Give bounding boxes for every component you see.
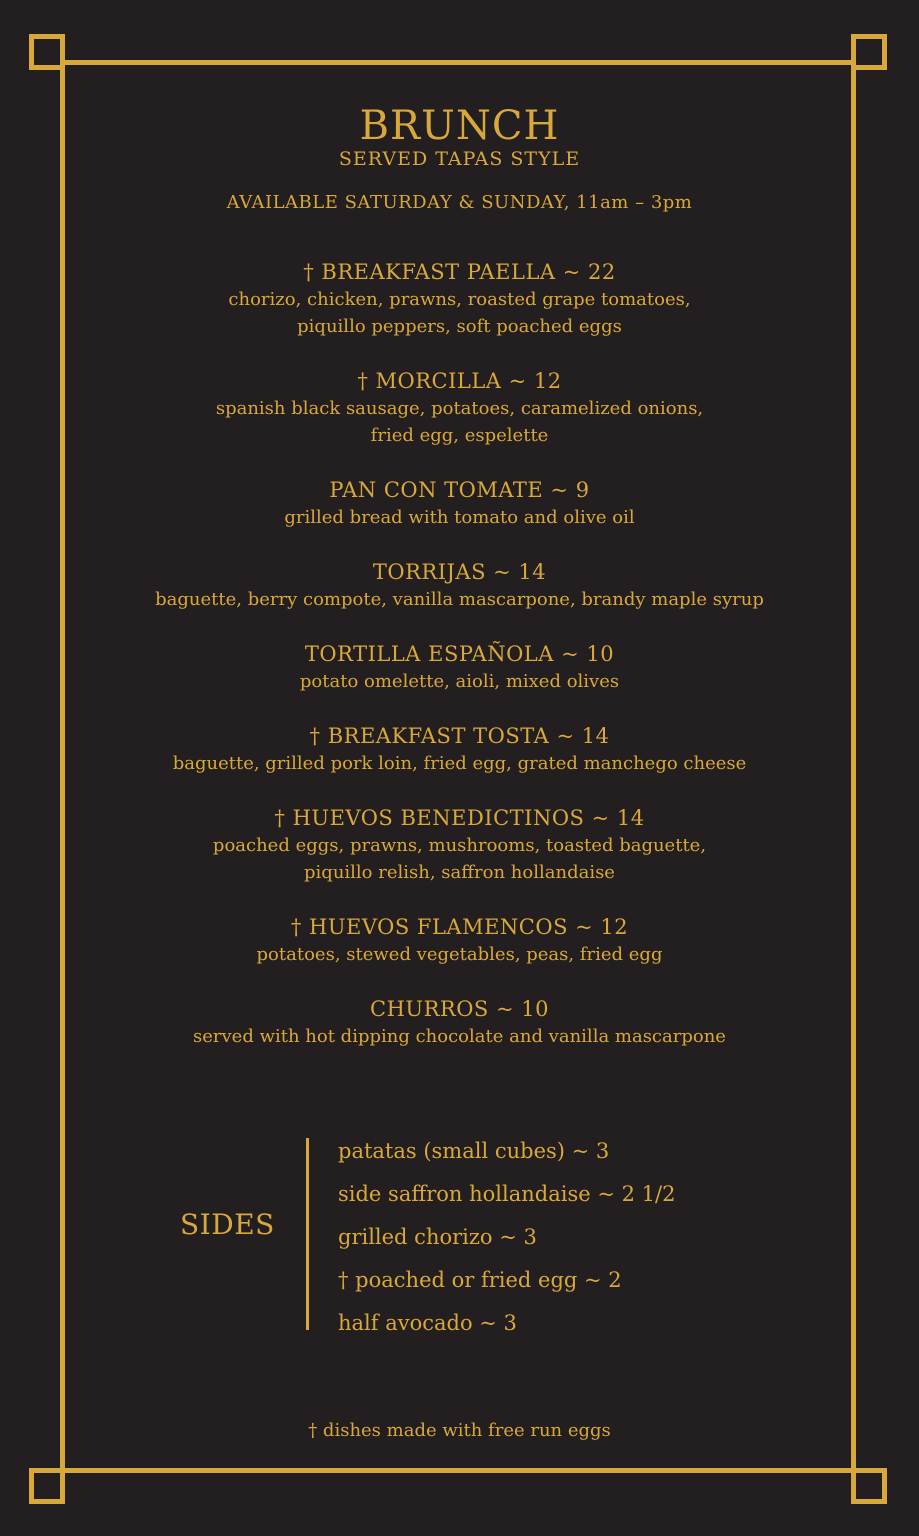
menu-item-name: † HUEVOS FLAMENCOS ~ 12 bbox=[290, 915, 629, 939]
menu-item bbox=[0, 995, 919, 1050]
menu-item-description: potato omelette, aioli, mixed olives bbox=[299, 671, 620, 692]
menu-item-name: † BREAKFAST PAELLA ~ 22 bbox=[303, 260, 616, 284]
menu-item-name: † MORCILLA ~ 12 bbox=[357, 369, 562, 393]
menu-items-list bbox=[0, 258, 919, 1077]
footnote: † dishes made with free run eggs bbox=[308, 1420, 611, 1441]
menu-item-name: TORTILLA ESPAÑOLA ~ 10 bbox=[304, 642, 615, 666]
side-item: side saffron hollandaise ~ 2 1/2 bbox=[338, 1182, 676, 1206]
frame-top-line bbox=[63, 60, 856, 65]
menu-item-description: served with hot dipping chocolate and vanilla mascarpone bbox=[193, 1026, 726, 1047]
menu-item-description: potatoes, stewed vegetables, peas, fried egg bbox=[256, 944, 663, 965]
menu-item-description: baguette, grilled pork loin, fried egg, grated manchego cheese bbox=[172, 753, 747, 774]
side-item: † poached or fried egg ~ 2 bbox=[338, 1268, 622, 1292]
frame-corner-bottom-right bbox=[851, 1468, 887, 1504]
frame-corner-bottom-left bbox=[29, 1468, 65, 1504]
menu-item bbox=[0, 367, 919, 449]
menu-item bbox=[0, 476, 919, 531]
menu-item-description: spanish black sausage, potatoes, caramelized onions, fried egg, espelette bbox=[215, 398, 704, 446]
menu-item bbox=[0, 913, 919, 968]
side-item: half avocado ~ 3 bbox=[338, 1311, 517, 1335]
menu-item bbox=[0, 558, 919, 613]
menu-item bbox=[0, 640, 919, 695]
frame-bottom-line bbox=[63, 1468, 856, 1473]
menu-item bbox=[0, 258, 919, 340]
menu-item bbox=[0, 722, 919, 777]
side-item: patatas (small cubes) ~ 3 bbox=[338, 1139, 610, 1163]
menu-title: BRUNCH bbox=[359, 103, 560, 149]
frame-corner-top-right bbox=[851, 34, 887, 70]
sides-list bbox=[338, 1130, 675, 1345]
availability-text: AVAILABLE SATURDAY & SUNDAY, 11am – 3pm bbox=[226, 192, 693, 213]
side-item: grilled chorizo ~ 3 bbox=[338, 1225, 537, 1249]
menu-item-name: † BREAKFAST TOSTA ~ 14 bbox=[309, 724, 610, 748]
menu-item-description: poached eggs, prawns, mushrooms, toasted baguette, piquillo relish, saffron hollandaise bbox=[212, 835, 707, 883]
menu-item-name: TORRIJAS ~ 14 bbox=[372, 560, 547, 584]
menu-item-name: CHURROS ~ 10 bbox=[370, 997, 549, 1021]
menu-item-description: grilled bread with tomato and olive oil bbox=[284, 507, 635, 528]
menu-item-name: † HUEVOS BENEDICTINOS ~ 14 bbox=[274, 806, 645, 830]
frame-corner-top-left bbox=[29, 34, 65, 70]
menu-item-description: chorizo, chicken, prawns, roasted grape tomatoes, piquillo peppers, soft poached eggs bbox=[228, 289, 691, 337]
sides-divider bbox=[306, 1138, 309, 1330]
sides-heading: SIDES bbox=[180, 1208, 275, 1241]
menu-item-description: baguette, berry compote, vanilla mascarpone, brandy maple syrup bbox=[155, 589, 764, 610]
menu-item bbox=[0, 804, 919, 886]
menu-subtitle: SERVED TAPAS STYLE bbox=[338, 148, 581, 170]
menu-item-name: PAN CON TOMATE ~ 9 bbox=[329, 478, 590, 502]
